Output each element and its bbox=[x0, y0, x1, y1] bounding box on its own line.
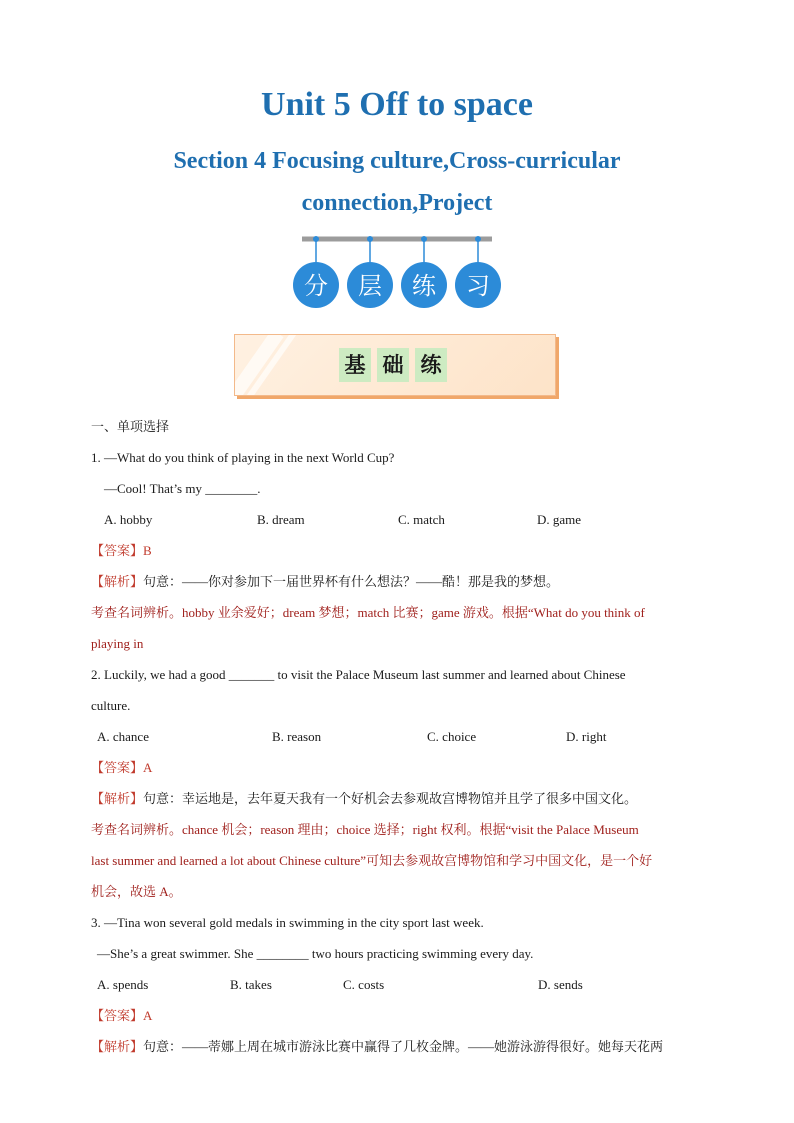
analysis-translation: 句意：——你对参加下一届世界杯有什么想法？——酷！那是我的梦想。 bbox=[143, 574, 560, 589]
subtitle-line-1: Section 4 Focusing culture,Cross-curricular bbox=[173, 148, 621, 174]
option-d: D. game bbox=[537, 512, 582, 527]
option-a: A. spends bbox=[97, 977, 149, 992]
analysis-detail: playing in bbox=[91, 636, 144, 651]
analysis-label: 【解析】 bbox=[91, 1039, 144, 1054]
subtitle-line-2: connection,Project bbox=[301, 190, 493, 216]
option-c: C. match bbox=[398, 512, 445, 527]
option-b: B. dream bbox=[257, 512, 305, 527]
practice-badges bbox=[290, 232, 504, 312]
option-a: A. chance bbox=[97, 729, 149, 744]
option-d: D. sends bbox=[538, 977, 583, 992]
analysis bbox=[91, 783, 711, 814]
answer: 【答案】A bbox=[91, 760, 153, 775]
question-options bbox=[91, 504, 711, 535]
question-stem-cont: culture. bbox=[91, 698, 131, 713]
analysis-translation: 句意：幸运地是，去年夏天我有一个好机会去参观故宫博物馆并且学了很多中国文化。 bbox=[143, 791, 638, 806]
analysis-translation: 句意：——蒂娜上周在城市游泳比赛中赢得了几枚金牌。——她游泳游得很好。她每天花两 bbox=[143, 1039, 664, 1054]
page-subtitle bbox=[0, 140, 794, 224]
analysis-label: 【解析】 bbox=[91, 791, 144, 806]
exercise-content bbox=[91, 411, 711, 1062]
question-stem: 2. Luckily, we had a good _______ to visit the Palace Museum last summer and learned about Chinese bbox=[91, 667, 626, 682]
option-d: D. right bbox=[566, 729, 607, 744]
question-dialogue: —She’s a great swimmer. She ________ two hours practicing swimming every day. bbox=[97, 946, 534, 961]
option-c: C. costs bbox=[343, 977, 385, 992]
badge-char: 习 bbox=[466, 272, 490, 300]
banner-char: 础 bbox=[377, 348, 409, 382]
analysis-detail: 考查名词辨析。chance 机会；reason 理由；choice 选择；right 权利。根据“visit the Palace Museum bbox=[91, 822, 639, 837]
question-options bbox=[91, 721, 711, 752]
badge-char: 练 bbox=[412, 272, 436, 300]
page-title: Unit 5 Off to space bbox=[261, 86, 533, 123]
question-stem: 1. —What do you think of playing in the next World Cup? bbox=[91, 450, 395, 465]
question-stem: 3. —Tina won several gold medals in swimming in the city sport last week. bbox=[91, 915, 484, 930]
analysis bbox=[91, 1031, 711, 1062]
analysis-detail: last summer and learned a lot about Chinese culture”可知去参观故宫博物馆和学习中国文化，是一个好 bbox=[91, 853, 653, 868]
question-options bbox=[91, 969, 711, 1000]
banner-char: 练 bbox=[415, 348, 447, 382]
section-heading: 一、单项选择 bbox=[91, 419, 170, 434]
option-c: C. choice bbox=[427, 729, 477, 744]
basic-practice-banner bbox=[234, 334, 556, 396]
analysis bbox=[91, 566, 711, 597]
analysis-detail: 机会，故选 A。 bbox=[91, 884, 182, 899]
banner-char: 基 bbox=[339, 348, 371, 382]
option-b: B. reason bbox=[272, 729, 322, 744]
question-dialogue: —Cool! That’s my ________. bbox=[104, 481, 261, 496]
badge-char: 分 bbox=[304, 272, 328, 300]
answer: 【答案】B bbox=[91, 543, 152, 558]
badge-char: 层 bbox=[358, 272, 382, 300]
option-a: A. hobby bbox=[104, 512, 153, 527]
answer: 【答案】A bbox=[91, 1008, 153, 1023]
option-b: B. takes bbox=[230, 977, 272, 992]
analysis-detail: 考查名词辨析。hobby 业余爱好；dream 梦想；match 比赛；game 游戏。根据“What do you think of bbox=[91, 605, 645, 620]
analysis-label: 【解析】 bbox=[91, 574, 144, 589]
